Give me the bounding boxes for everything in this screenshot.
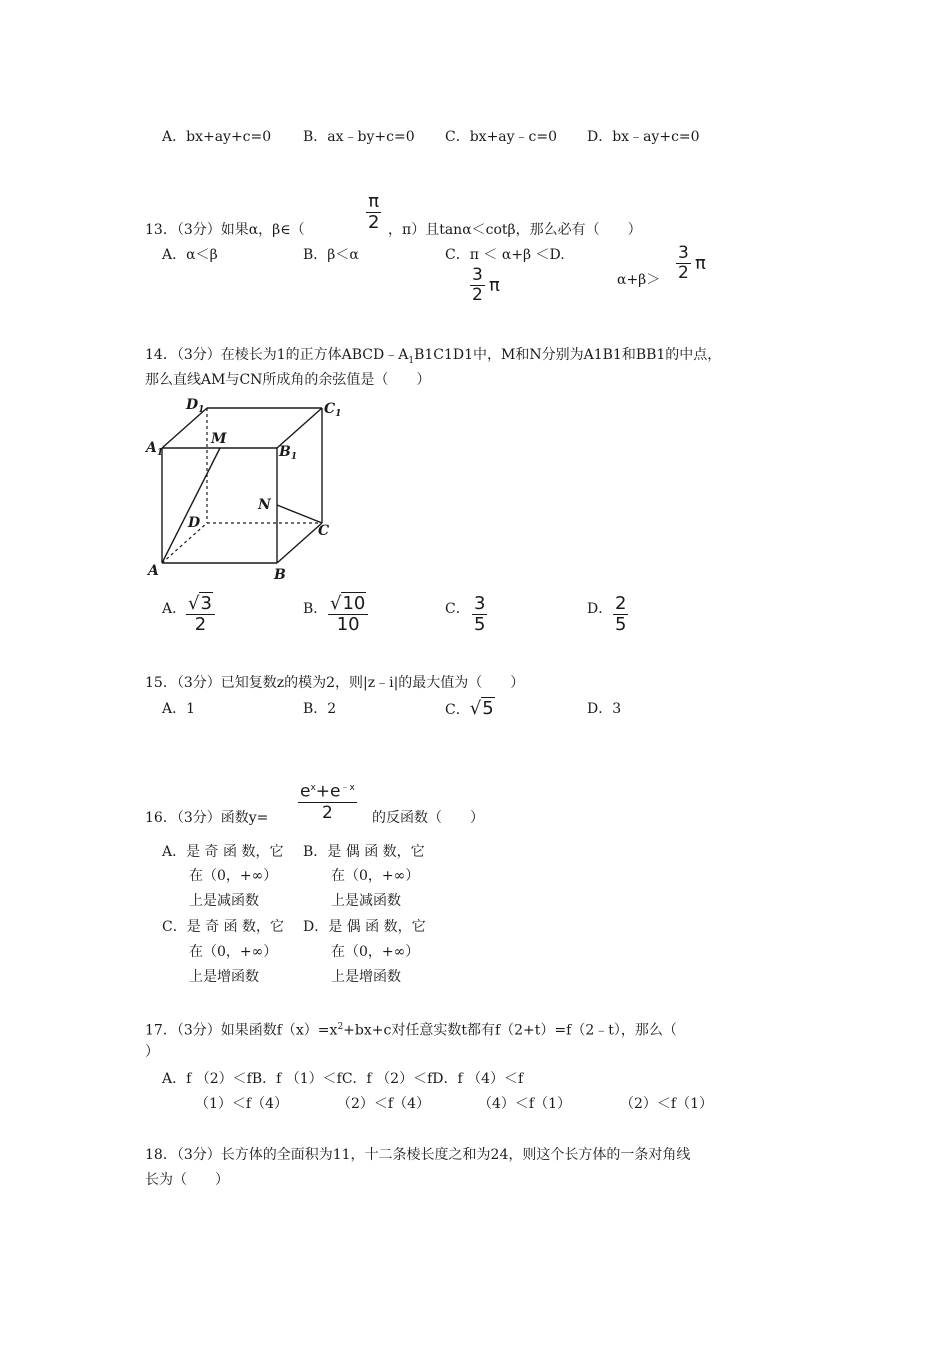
q15-c-label: C．	[445, 702, 470, 718]
q17-stem-line2: ）	[145, 1044, 159, 1060]
label-b: B	[274, 567, 286, 583]
q14-option-d-fraction	[613, 594, 628, 635]
q14-line1-b: B1C1D1中，M和N分别为A1B1和BB1的中点，	[414, 347, 722, 363]
q13-option-d-pi: π	[695, 253, 706, 274]
q13-option-b: B．β＜α	[303, 247, 359, 263]
q14-stem-line2: 那么直线AM与CN所成角的余弦值是（ ）	[145, 372, 431, 388]
q16-option-d-line3: 上是增函数	[331, 969, 401, 985]
q15-option-c	[445, 700, 495, 719]
edge-ad-hidden	[162, 523, 207, 563]
q14-stem-line1	[145, 346, 721, 370]
q17-line1-b: +bx+c对任意实数t都有f（2+t）=f（2﹣t），那么（	[343, 1022, 677, 1039]
q14-b-den: 10	[336, 614, 360, 635]
q14-d-den: 5	[615, 614, 627, 635]
q16-option-d-line2: 在（0，+∞）	[331, 944, 420, 960]
q17-option-b-line2: （2）＜f（4）	[337, 1096, 430, 1112]
q17-line1-sup: 2	[337, 1022, 344, 1032]
q15-c-sqrt: √5	[469, 698, 494, 719]
q15-stem: 15．（3分）已知复数z的模为2，则|z﹣i|的最大值为（ ）	[145, 675, 525, 691]
label-d1: $D_1$	[186, 397, 205, 415]
q17-options-line1: A．f （2）＜fB．f （1）＜fC．f （2）＜fD．f （4）＜f	[162, 1071, 524, 1087]
q12-option-b: B．ax﹣by+c=0	[303, 129, 415, 145]
q13-c-frac-num: 3	[472, 265, 483, 285]
q13-frac-num: π	[366, 192, 381, 213]
q17-option-d-line2: （2）＜f（1）	[620, 1096, 713, 1112]
label-a: A	[148, 563, 159, 579]
q12-option-d: D．bx﹣ay+c=0	[587, 129, 700, 145]
q13-frac-den: 2	[368, 212, 380, 233]
q13-c-frac-den: 2	[472, 285, 483, 305]
label-a1: $A_1$	[146, 440, 164, 458]
q14-c-den: 5	[474, 614, 486, 635]
line-am	[162, 448, 220, 563]
q14-a-num: √3	[186, 594, 215, 615]
q14-option-c-fraction	[472, 594, 487, 635]
q16-frac-num: $e^x+e^{﹣x}$	[298, 778, 357, 803]
q14-option-a-fraction	[186, 594, 215, 635]
edge-bc	[277, 523, 322, 563]
label-c1: $C_1$	[324, 401, 342, 419]
q16-stem-right: 的反函数（ ）	[372, 810, 484, 826]
label-b1: $B_1$	[279, 444, 298, 462]
q14-d-num: 2	[615, 593, 627, 614]
q16-option-c-line1: C．是 奇 函 数，它	[162, 919, 285, 935]
q13-d-frac-den: 2	[678, 263, 689, 283]
q13-option-d-text: α+β＞	[617, 272, 661, 288]
q18-stem-line2: 长为（ ）	[145, 1172, 229, 1188]
label-c: C	[318, 523, 330, 539]
q14-option-b-label: B．	[303, 601, 328, 617]
q16-option-a-line2: 在（0，+∞）	[189, 868, 278, 884]
q17-option-a-line2: （1）＜f（4）	[195, 1096, 288, 1112]
q14-option-a-label: A．	[162, 601, 187, 617]
q16-option-b-line3: 上是减函数	[331, 893, 401, 909]
label-m: M	[211, 431, 227, 447]
q16-option-a-line3: 上是减函数	[189, 893, 259, 909]
q16-fraction	[298, 778, 357, 823]
q14-line1-a: 14．（3分）在棱长为1的正方体ABCD﹣A	[145, 347, 409, 363]
q15-option-a: A．1	[162, 701, 196, 717]
q14-c-num: 3	[474, 593, 486, 614]
q17-stem-line1	[145, 1018, 677, 1040]
q12-option-c: C．bx+ay﹣c=0	[445, 129, 558, 145]
q13-option-c-pi: π	[489, 275, 500, 296]
q13-option-c-text: C．π ＜ α+β ＜D.	[445, 247, 565, 263]
q13-option-c-fraction	[470, 266, 485, 305]
q16-frac-den: 2	[322, 802, 333, 823]
label-n: N	[258, 497, 271, 513]
line-cn	[277, 505, 322, 523]
q16-option-a-line1: A．是 奇 函 数，它	[162, 844, 284, 860]
q16-option-b-line1: B．是 偶 函 数，它	[303, 844, 425, 860]
q18-stem-line1: 18．（3分）长方体的全面积为11，十二条棱长度之和为24，则这个长方体的一条对角线	[145, 1147, 691, 1163]
q13-d-frac-num: 3	[678, 243, 689, 263]
q14-a-radicand: 3	[200, 593, 212, 614]
q17-line1-a: 17．（3分）如果函数f（x）=x	[145, 1022, 338, 1039]
edge-c1b1	[277, 408, 322, 448]
q17-option-c-line2: （4）＜f（1）	[478, 1096, 571, 1112]
q14-b-num: √10	[328, 594, 368, 615]
q14-option-b-fraction	[328, 594, 368, 635]
q14-cube-figure	[140, 390, 360, 585]
q16-option-d-line1: D．是 偶 函 数，它	[303, 919, 426, 935]
q13-option-a: A．α＜β	[162, 247, 218, 263]
q13-stem-part1: 13．（3分）如果α，β∈（	[145, 222, 305, 238]
q16-stem-left: 16．（3分）函数y=	[145, 810, 269, 826]
q13-option-d-fraction	[676, 244, 691, 283]
q14-a-den: 2	[194, 614, 207, 635]
q16-option-c-line2: 在（0，+∞）	[189, 944, 278, 960]
q14-option-d-label: D．	[587, 601, 613, 617]
label-d: D	[188, 515, 201, 531]
q15-option-d: D．3	[587, 701, 622, 717]
q15-option-b: B．2	[303, 701, 337, 717]
q14-b-radicand: 10	[342, 593, 366, 614]
q16-option-b-line2: 在（0，+∞）	[331, 868, 420, 884]
q14-line1-sub: 1	[408, 355, 415, 366]
q16-option-c-line3: 上是增函数	[189, 969, 259, 985]
q13-stem-part2: ，π）且tanα＜cotβ，那么必有（ ）	[388, 222, 642, 238]
q13-fraction-pi-over-2	[366, 192, 381, 233]
q15-c-radicand: 5	[482, 698, 494, 719]
q12-option-a: A．bx+ay+c=0	[162, 129, 272, 145]
q14-option-c-label: C．	[445, 601, 470, 617]
